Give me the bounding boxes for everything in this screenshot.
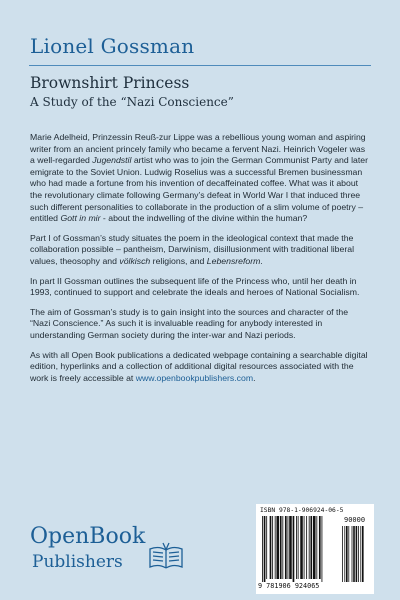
header-divider	[29, 65, 371, 66]
publisher-logo	[30, 524, 200, 580]
publisher-website-link[interactable]: www.openbookpublishers.com	[135, 372, 254, 383]
blurb-text	[30, 132, 370, 392]
blurb-paragraph-2: Part I of Gossman’s study situates the poem in the ideological context that made the collaboration possible – pantheism, Darwinism, disillusionment with traditional liberal values, theosophy and völkisch religions, and Lebensreform.	[30, 232, 355, 266]
open-book-icon	[148, 542, 184, 570]
book-title: Brownshirt Princess	[30, 74, 190, 92]
price-code: 90000	[344, 516, 366, 524]
isbn-number: ISBN 978-1-906924-06-5	[260, 507, 344, 514]
blurb-paragraph-4: The aim of Gossman’s study is to gain insight into the sources and character of the “Nazi Conscience.” As such it is invaluable reading for anybody interested in understanding German society during the inter-war and Nazi periods.	[30, 306, 349, 340]
blurb-paragraph-1: Marie Adelheid, Prinzessin Reuß-zur Lippe was a rebellious young woman and aspiring writer from an ancient princely family who became a fervent Nazi. Heinrich Vogeler was a well-regarded Jugendstil artist who was to join the German Communist Party and later emigrate to the Soviet Union. Ludwig Roselius was a successful Bremen businessman who had made a fortune from his invention of decaffeinated coffee. What was it about the revolutionary climate following Germany’s defeat in World War I that induced three such different personalities to collaborate in the production of a slim volume of poetry – entitled Gott in mir - about the indwelling of the divine within the human?	[30, 132, 369, 224]
book-subtitle: A Study of the “Nazi Conscience”	[30, 95, 234, 109]
blurb-paragraph-5: As with all Open Book publications a dedicated webpage containing a searchable digital edition, hyperlinks and a collection of additional digital resources associated with the work is freely accessible at www.openbookpublishers.com.	[30, 349, 368, 383]
publisher-name: OpenBook	[30, 524, 146, 549]
ean-digits: 9 781906 924065	[258, 582, 320, 590]
author-name: Lionel Gossman	[30, 34, 195, 58]
blurb-paragraph-3: In part II Gossman outlines the subsequent life of the Princess who, until her death in 1993, continued to support and celebrate the ideals and heroes of National Socialism.	[30, 275, 360, 298]
isbn-barcode	[256, 504, 374, 594]
publisher-subname: Publishers	[32, 552, 123, 572]
